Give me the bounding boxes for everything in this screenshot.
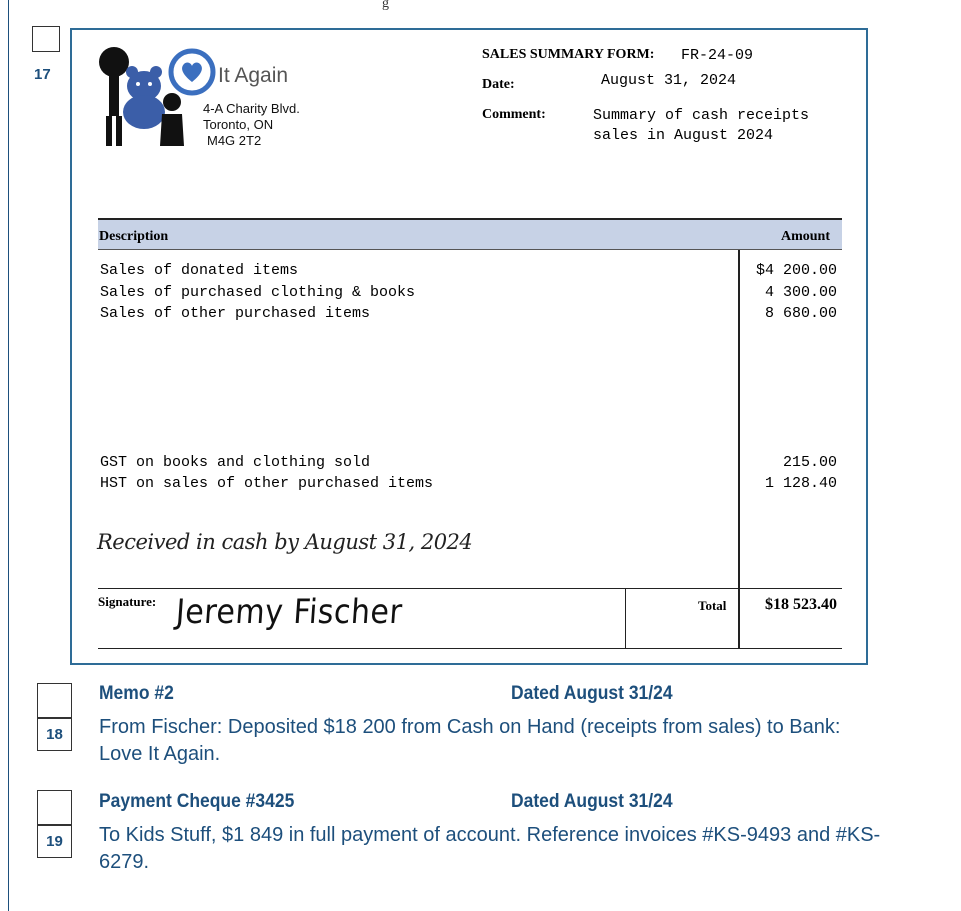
page-top-mark: g (382, 0, 389, 11)
table-header (98, 218, 842, 250)
step-19-number: 19 (46, 833, 63, 850)
memo-title: Memo #2 (99, 683, 174, 704)
page-margin-rule (8, 0, 9, 911)
checkbox-divider (38, 824, 71, 826)
memo-text: From Fischer: Deposited $18 200 from Cash on Hand (receipts from sales) to Bank: Love It Again. (99, 716, 841, 765)
form-number: FR-24-09 (681, 47, 754, 64)
address-line: 4-A Charity Blvd. (203, 101, 300, 116)
column-header-amount: Amount (780, 229, 830, 244)
step-17-checkbox[interactable] (32, 26, 60, 52)
signature-label: Signature: (98, 594, 157, 609)
cheque-text: To Kids Stuff, $1 849 in full payment of account. Reference invoices #KS-9493 and #KS-6279. (99, 824, 881, 873)
comment-line: Summary of cash receipts (593, 107, 810, 124)
cheque-title: Payment Cheque #3425 (99, 791, 295, 812)
total-label: Total (698, 598, 727, 613)
signature-top-rule (98, 588, 842, 589)
row-description: Sales of other purchased items (100, 305, 371, 322)
received-note: Received in cash by August 31, 2024 (97, 530, 473, 554)
step-18-checkbox[interactable] (37, 683, 72, 751)
row-amount: 4 300.00 (764, 284, 837, 301)
memo-date: Dated August 31/24 (511, 683, 673, 704)
signature: Jeremy Fischer (174, 592, 404, 633)
row-description: Sales of donated items (100, 262, 299, 279)
cheque-date: Dated August 31/24 (511, 791, 673, 812)
org-name: It Again (218, 64, 289, 87)
row-amount: 215.00 (782, 454, 837, 471)
column-header-description: Description (99, 229, 169, 244)
comment-line: sales in August 2024 (593, 127, 774, 144)
row-description: Sales of purchased clothing & books (100, 284, 416, 301)
signature-bottom-rule (98, 648, 842, 649)
heart-icon (168, 48, 216, 96)
step-18-number: 18 (46, 726, 63, 743)
row-amount: 8 680.00 (764, 305, 837, 322)
date-value: August 31, 2024 (601, 72, 737, 89)
sales-summary-form (70, 28, 868, 665)
row-amount: $4 200.00 (755, 262, 837, 279)
signature-divider (625, 588, 626, 649)
row-amount: 1 128.40 (764, 475, 837, 492)
address-line: Toronto, ON (203, 117, 274, 132)
comment-label: Comment: (482, 107, 546, 122)
address-line: M4G 2T2 (207, 133, 262, 148)
step-17-number: 17 (34, 66, 51, 83)
comment-value (593, 106, 809, 146)
form-title: SALES SUMMARY FORM: (482, 47, 655, 62)
row-description: HST on sales of other purchased items (100, 475, 434, 492)
org-address (203, 101, 300, 149)
step-19-checkbox[interactable] (37, 790, 72, 858)
row-description: GST on books and clothing sold (100, 454, 371, 471)
date-label: Date: (482, 77, 515, 92)
total-value: $18 523.40 (765, 596, 837, 613)
checkbox-divider (38, 717, 71, 719)
